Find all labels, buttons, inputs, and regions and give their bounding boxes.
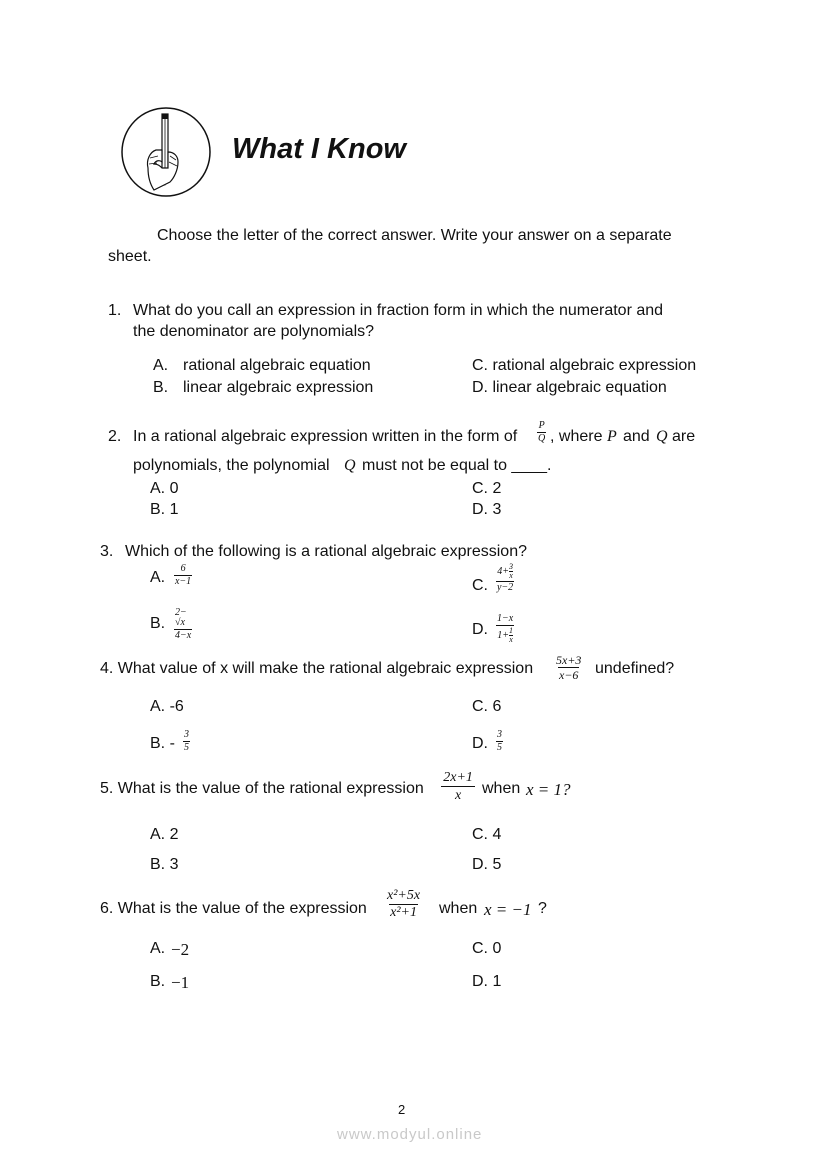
option-d: D. 3: [472, 501, 502, 518]
question-text: What do you call an expression in fraction form in which the numerator and: [133, 302, 664, 319]
question-text: 5. What is the value of the rational expression: [100, 780, 424, 797]
question-text: must not be equal to ____.: [362, 457, 552, 474]
option-d: D. 5: [472, 856, 502, 873]
question-text: undefined?: [595, 660, 675, 677]
question-text: when: [439, 900, 478, 917]
option-b: linear algebraic expression: [183, 379, 374, 396]
page-number: 2: [398, 1102, 406, 1117]
nested-numerator: 3: [508, 562, 513, 571]
option-d-letter: D.: [472, 621, 488, 638]
question-text: In a rational algebraic expression written in the form of: [133, 428, 518, 445]
math-expression: x = −1: [484, 900, 532, 919]
fraction-numerator: 1−x: [497, 613, 514, 624]
option-d: D. 1: [472, 973, 502, 990]
question-text: Which of the following is a rational algebraic expression?: [125, 543, 527, 560]
question-number: 1.: [108, 302, 122, 319]
question-text: polynomials, the polynomial: [133, 457, 330, 474]
option-c: C. 0: [472, 940, 502, 957]
question-fraction: [386, 889, 421, 920]
question-number: 2.: [108, 428, 122, 445]
question-text: when: [482, 780, 521, 797]
fraction-numerator: 2x+1: [443, 770, 473, 785]
fraction-numerator: 3: [184, 729, 189, 740]
question-number: 3.: [100, 543, 114, 560]
fraction-denominator: 5: [184, 742, 189, 753]
option-b-letter: B. -: [150, 735, 175, 752]
option-a: A. -6: [150, 698, 184, 715]
option-b-value: −1: [171, 973, 190, 992]
fraction-numerator: [496, 563, 514, 581]
fraction-numerator: 6: [180, 563, 186, 574]
question-text: and: [623, 428, 650, 445]
fraction-denominator: [496, 625, 514, 644]
question-fraction: [555, 654, 582, 681]
option-a-fraction: [174, 564, 192, 587]
pencil-hand-icon: [120, 106, 212, 198]
option-b: B. 3: [150, 856, 179, 873]
fraction-numerator: x²+5x: [387, 888, 421, 903]
question-text: 6. What is the value of the expression: [100, 900, 367, 917]
nested-fraction: [509, 627, 513, 644]
math-variable: Q: [344, 457, 356, 474]
option-b-fraction: [183, 730, 190, 753]
option-a: A. 0: [150, 480, 179, 497]
option-b-letter: B.: [153, 379, 169, 396]
question-text: ?: [538, 900, 547, 917]
question-text: are: [672, 428, 696, 445]
option-b-letter: B.: [150, 973, 166, 990]
option-c: C. 4: [472, 826, 502, 843]
option-a-letter: A.: [150, 940, 166, 957]
option-d-fraction: [496, 730, 503, 753]
option-c-fraction: [496, 563, 514, 593]
nested-numerator: 1: [508, 626, 513, 635]
question-fraction: [441, 771, 475, 803]
fraction-numerator: P: [538, 420, 545, 431]
math-variable: P: [607, 428, 617, 445]
instructions-line-2: sheet.: [108, 248, 152, 265]
question-text: the denominator are polynomials?: [133, 323, 375, 340]
option-d-letter: D.: [472, 735, 488, 752]
option-a: A. 2: [150, 826, 179, 843]
fraction-denominator: x−6: [559, 668, 579, 682]
fraction-numerator: 3: [497, 729, 502, 740]
fraction-denominator: 5: [497, 742, 502, 753]
nested-denominator: x: [509, 635, 513, 644]
fraction-denominator: x²+1: [390, 905, 417, 920]
fraction-denominator: Q: [538, 433, 546, 444]
watermark: www.modyul.online: [337, 1126, 483, 1143]
page-title: What I Know: [232, 133, 406, 165]
nested-denominator: x: [509, 571, 513, 580]
option-c: C. 2: [472, 480, 502, 497]
nested-fraction: [509, 563, 513, 580]
option-b-letter: B.: [150, 615, 166, 632]
question-text: , where: [550, 428, 603, 445]
option-c: C. rational algebraic expression: [472, 357, 697, 374]
option-d: D. linear algebraic equation: [472, 379, 667, 396]
numerator-text: 4+: [497, 565, 509, 577]
option-c-letter: C.: [472, 577, 488, 594]
option-b: B. 1: [150, 501, 179, 518]
option-c: C. 6: [472, 698, 502, 715]
option-d-fraction: [496, 614, 514, 644]
option-a-letter: A.: [150, 569, 166, 586]
math-expression: x = 1?: [526, 780, 571, 799]
option-b-fraction: [174, 608, 192, 641]
fraction-numerator: 2− √x: [175, 607, 187, 628]
denominator-text: 1+: [497, 629, 509, 641]
option-a-letter: A.: [153, 357, 169, 374]
fraction-denominator: x−1: [175, 576, 192, 587]
fraction-denominator: x: [441, 786, 475, 803]
fraction-numerator: 5x+3: [556, 653, 582, 667]
fraction-denominator: y−2: [497, 582, 514, 593]
option-a: rational algebraic equation: [183, 357, 371, 374]
fraction-p-over-q: [537, 421, 546, 444]
fraction-denominator: 4−x: [175, 630, 192, 641]
question-text: 4. What value of x will make the rational algebraic expression: [100, 660, 534, 677]
math-variable: Q: [656, 428, 668, 445]
option-a-value: −2: [171, 940, 190, 959]
instructions-line-1: Choose the letter of the correct answer. Write your answer on a separate: [157, 227, 672, 244]
